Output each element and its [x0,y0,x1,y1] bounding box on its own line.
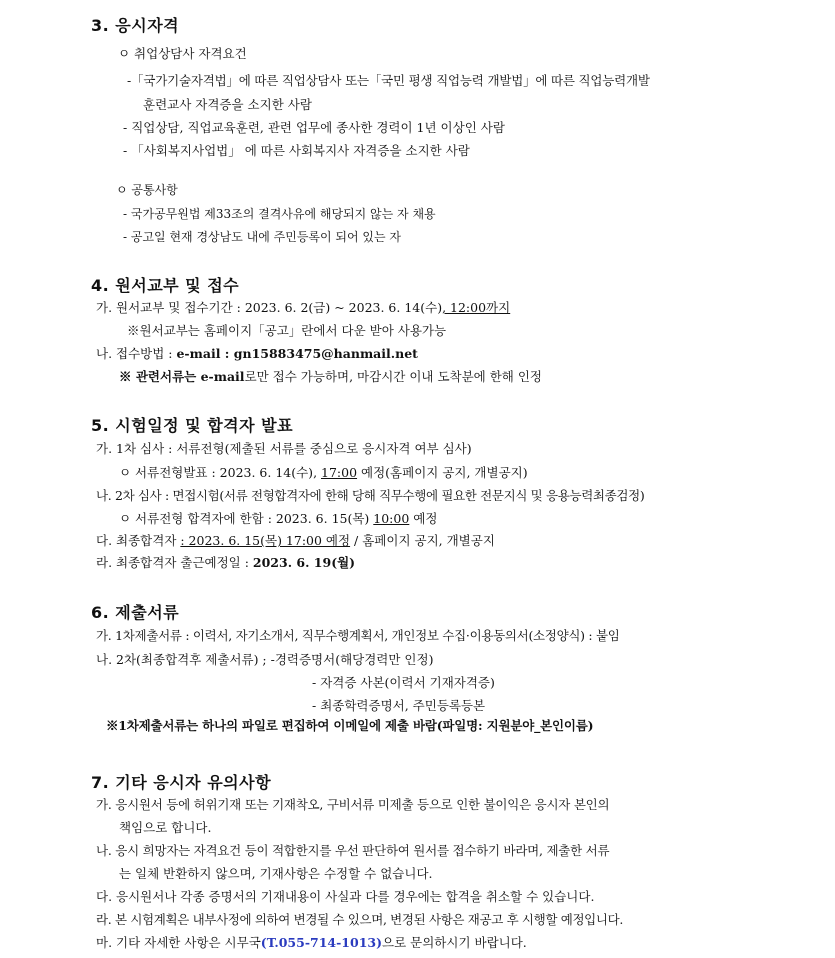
s4-ga-prefix: 가. 원서교부 및 접수기간 : [96,300,245,315]
s5-ga-sub-time: 17:00 [321,465,358,480]
s7-na-2: 는 일체 반환하지 않으며, 기재사항은 수정할 수 없습니다. [119,866,433,881]
s5-ga-sub-date: 2023. 6. 14(수), [219,465,322,480]
section-4-title: 4. 원서교부 및 접수 [91,276,240,295]
s6-ga: 가. 1차제출서류 : 이력서, 자기소개서, 직무수행계획서, 개인정보 수집·이용동의서(소정양식) : 붙임 [96,628,620,643]
s4-na-prefix: 나. 접수방법 : [96,346,177,361]
section-3-title: 3. 응시자격 [91,16,180,35]
s5-ga-sub-prefix: ㅇ 서류전형발표 : [119,465,220,480]
s6-na-3: - 최종학력증명서, 주민등록등본 [312,698,486,713]
s5-da-prefix: 다. 최종합격자 [96,533,181,548]
s4-note-2 [119,369,542,385]
s6-note: ※1차제출서류는 하나의 파일로 편집하여 이메일에 제출 바람(파일명: 지원분야_본인이름) [106,718,594,733]
s4-na-method: e-mail : gn15883475@hanmail.net [176,346,418,361]
s3-line-3: - 「사회복지사업법」 에 따른 사회복지사 자격증을 소지한 사람 [123,143,470,158]
s5-ga: 가. 1차 심사 : 서류전형(제출된 서류를 중심으로 응시자격 여부 심사) [96,441,472,456]
s7-ma [96,935,527,951]
section-5-title: 5. 시험일정 및 합격자 발표 [91,416,294,435]
s5-ra [96,555,355,571]
s5-na-sub [119,511,437,527]
s3-common-2: - 공고일 현재 경상남도 내에 주민등록이 되어 있는 자 [123,230,402,244]
s5-na-sub-prefix: ㅇ 서류전형 합격자에 한함 : [119,511,276,526]
s3-line-1a: -「국가기술자격법」에 따른 직업상담사 또는「국민 평생 직업능력 개발법」에 따른 직업능력개발 [127,73,650,88]
s7-ra: 라. 본 시험계획은 내부사정에 의하여 변경될 수 있으며, 변경된 사항은 재공고 후 시행할 예정입니다. [96,912,623,927]
s4-na [96,346,418,362]
s7-ma-phone: (T.055-714-1013) [260,935,383,950]
s4-note-2-mark: ※ 관련서류는 [119,369,201,384]
s5-na-sub-time: 10:00 [373,511,410,526]
s7-na-1: 나. 응시 희망자는 자격요건 등이 적합한지를 우선 판단하여 원서를 접수하기 바라며, 제출한 서류 [96,843,610,858]
s5-da [96,533,495,549]
s5-na: 나. 2차 심사 : 면접시험(서류 전형합격자에 한해 당해 직무수행에 필요한 전문지식 및 응용능력최종검정) [96,488,645,503]
s5-ga-sub-rest: 예정(홈페이지 공지, 개별공지) [357,465,528,480]
section-7-title: 7. 기타 응시자 유의사항 [91,773,272,792]
s7-ga-1: 가. 응시원서 등에 허위기재 또는 기재착오, 구비서류 미제출 등으로 인한 불이익은 응시자 본인의 [96,797,610,812]
s7-da: 다. 응시원서나 각종 증명서의 기재내용이 사실과 다를 경우에는 합격을 취소할 수 있습니다. [96,889,595,904]
s6-na: 나. 2차(최종합격후 제출서류) ; -경력증명서(해당경력만 인정) [96,652,434,667]
s4-ga-deadline: , 12:00까지 [442,300,511,315]
s6-na-2: - 자격증 사본(이력서 기재자격증) [312,675,495,690]
s5-na-sub-date: 2023. 6. 15(목) [275,511,374,526]
s3-line-1b: 훈련교사 자격증을 소지한 사람 [143,97,312,112]
s5-ga-sub [119,465,528,481]
s3-line-2: - 직업상담, 직업교육훈련, 관련 업무에 종사한 경력이 1년 이상인 사람 [123,120,505,135]
s4-ga [96,300,510,316]
s5-ra-prefix: 라. 최종합격자 출근예정일 : [96,555,253,570]
s4-ga-dates: 2023. 6. 2(금) ~ 2023. 6. 14(수) [244,300,443,315]
s4-note-2-email: e-mail [200,369,245,384]
section-6-title: 6. 제출서류 [91,603,180,622]
s5-da-main: : 2023. 6. 15(목) 17:00 예정 [180,533,351,548]
s3-sub-common: ㅇ 공통사항 [116,183,178,197]
s5-ra-date: 2023. 6. 19(월) [252,555,356,570]
s4-note-1: ※원서교부는 홈페이지「공고」란에서 다운 받아 사용가능 [127,323,447,338]
s4-note-2-rest: 로만 접수 가능하며, 마감시간 이내 도착분에 한해 인정 [244,369,543,384]
s7-ga-2: 책임으로 합니다. [119,820,212,835]
s3-common-1: - 국가공무원법 제33조의 결격사유에 해당되지 않는 자 채용 [123,207,436,221]
s3-sub-employment-counselor: ㅇ 취업상담사 자격요건 [118,46,247,61]
s5-da-rest: / 홈페이지 공지, 개별공지 [350,533,495,548]
s5-na-sub-rest: 예정 [409,511,438,526]
s7-ma-rest: 으로 문의하시기 바랍니다. [382,935,527,950]
s7-ma-prefix: 마. 기타 자세한 사항은 시무국 [96,935,261,950]
